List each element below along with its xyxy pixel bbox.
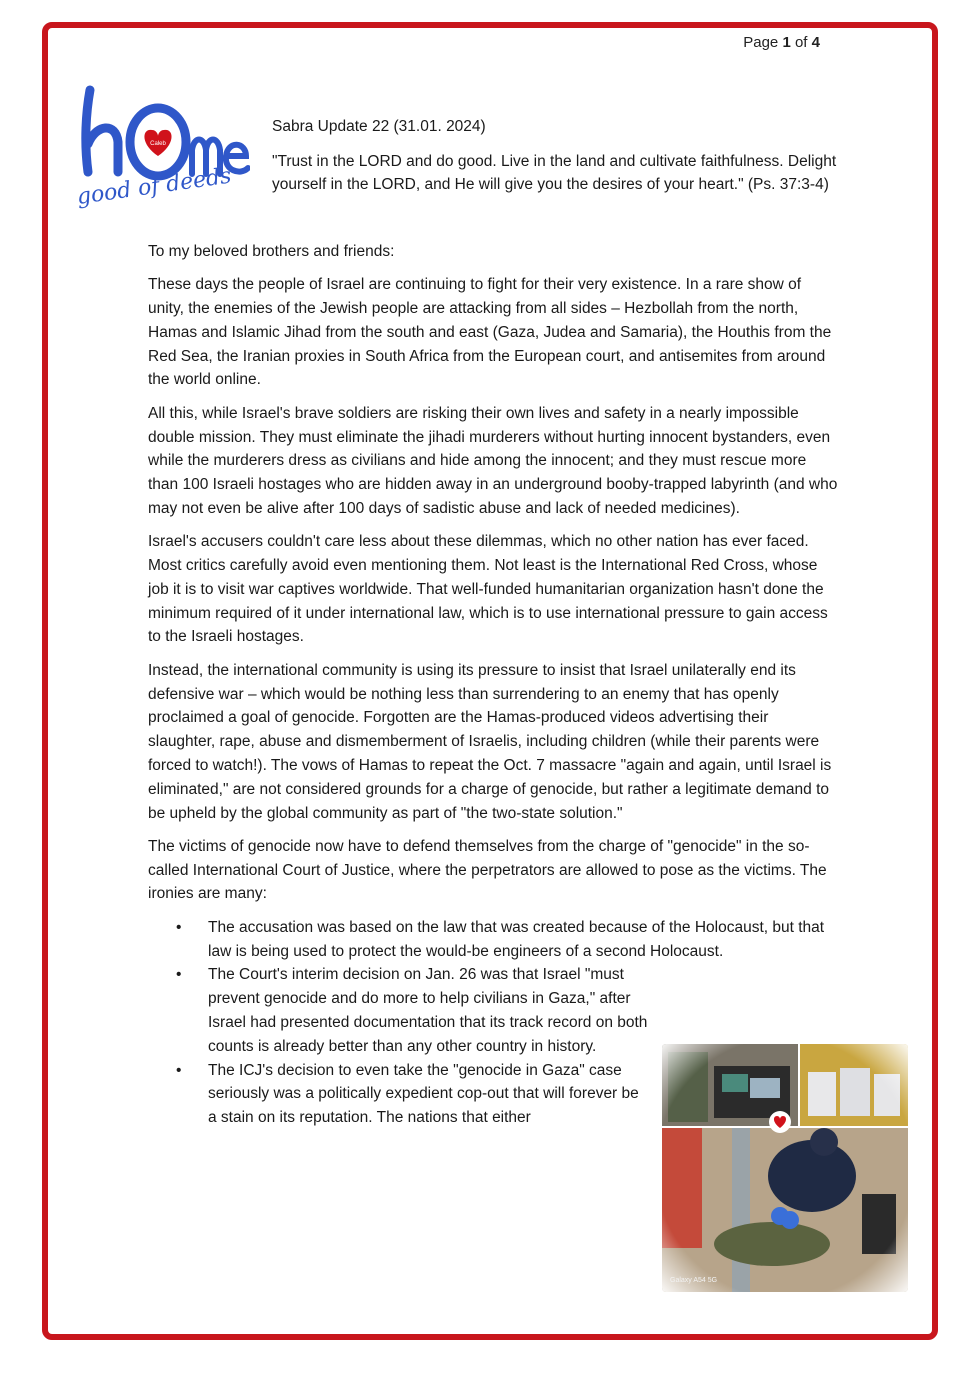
list-item: • The accusation was based on the law that was created because of the Holocaust, but that law is being used to protect the would-be engineers of a second Holocaust.	[208, 916, 838, 964]
logo-tagline: good of deeds	[75, 163, 233, 210]
paragraph: All this, while Israel's brave soldiers are risking their own lives and safety in a nearly impossible double mission. They must eliminate the jihadi murderers without hurting innocent bystanders, even while the murderers dress as civilians and hide among the innocent; and they must rescue more than 100 Israeli hostages who are hidden away in an underground booby-trapped labyrinth (and who may not even be alive after 100 days of sadistic abuse and lack of needed medicines).	[148, 404, 838, 517]
paragraph: Instead, the international community is using its pressure to insist that Israel unilaterally end its defensive war – which would be nothing less than surrendering to an enemy that has openly proclaimed a goal of genocide. Forgotten are the Hamas-produced videos advertising their slaughter, rape, abuse and dismemberment of Israelis, including children (while their parents were forced to watch!). The vows of Hamas to repeat the Oct. 7 massacre "again and again, until Israel is eliminated," are not considered grounds for a charge of genocide, but rather a legitimate demand to be upheld by the global community as part of "the two-state solution."	[148, 661, 832, 822]
greeting: To my beloved brothers and friends:	[148, 243, 395, 260]
list-item: • The Court's interim decision on Jan. 26 was that Israel "must prevent genocide and do more to help civilians in Gaza," after Israel had presented documentation that its track record on both counts is already better than any other country in history.	[208, 963, 648, 1058]
logo-heart-text: Caleb	[150, 141, 166, 147]
home-of-good-deeds-logo	[70, 72, 250, 212]
paragraph: The victims of genocide now have to defend themselves from the charge of "genocide" in the so-called International Court of Justice, where the perpetrators are allowed to pose as the victims. The ironies are many:	[148, 837, 827, 903]
scripture-verse: "Trust in the LORD and do good. Live in the land and cultivate faithfulness. Delight yourself in the LORD, and He will give you the desires of your heart." (Ps. 37:3-4)	[272, 153, 837, 193]
page-number: Page 1 of 4	[743, 34, 820, 51]
paragraph: These days the people of Israel are continuing to fight for their very existence. In a rare show of unity, the enemies of the Jewish people are attacking from all sides – Hezbollah from the north, Hamas and Islamic Jihad from the south and east (Gaza, Judea and Samaria), the Houthis from the Red Sea, the Iranian proxies in South Africa from the European court, and antisemites from around the world online.	[148, 276, 832, 389]
photo-caption: Galaxy A54 5G	[670, 1277, 718, 1284]
update-title: Sabra Update 22 (31.01. 2024)	[272, 118, 486, 135]
letter-body	[148, 240, 838, 1130]
paragraph: Israel's accusers couldn't care less about these dilemmas, which no other nation has ever faced. Most critics carefully avoid even mentioning them. Not least is the International Red Cross, whose job it is to visit war captives worldwide. That well-funded humanitarian organization hasn't done the minimum required of it under international law, which is to use international pressure to gain access to the Israeli hostages.	[148, 533, 828, 646]
aid-and-rescue-photo-collage	[662, 1044, 908, 1292]
list-item: • The ICJ's decision to even take the "genocide in Gaza" case seriously was a politically expedient cop-out that will forever be a stain on its reputation. The nations that either	[208, 1059, 648, 1130]
